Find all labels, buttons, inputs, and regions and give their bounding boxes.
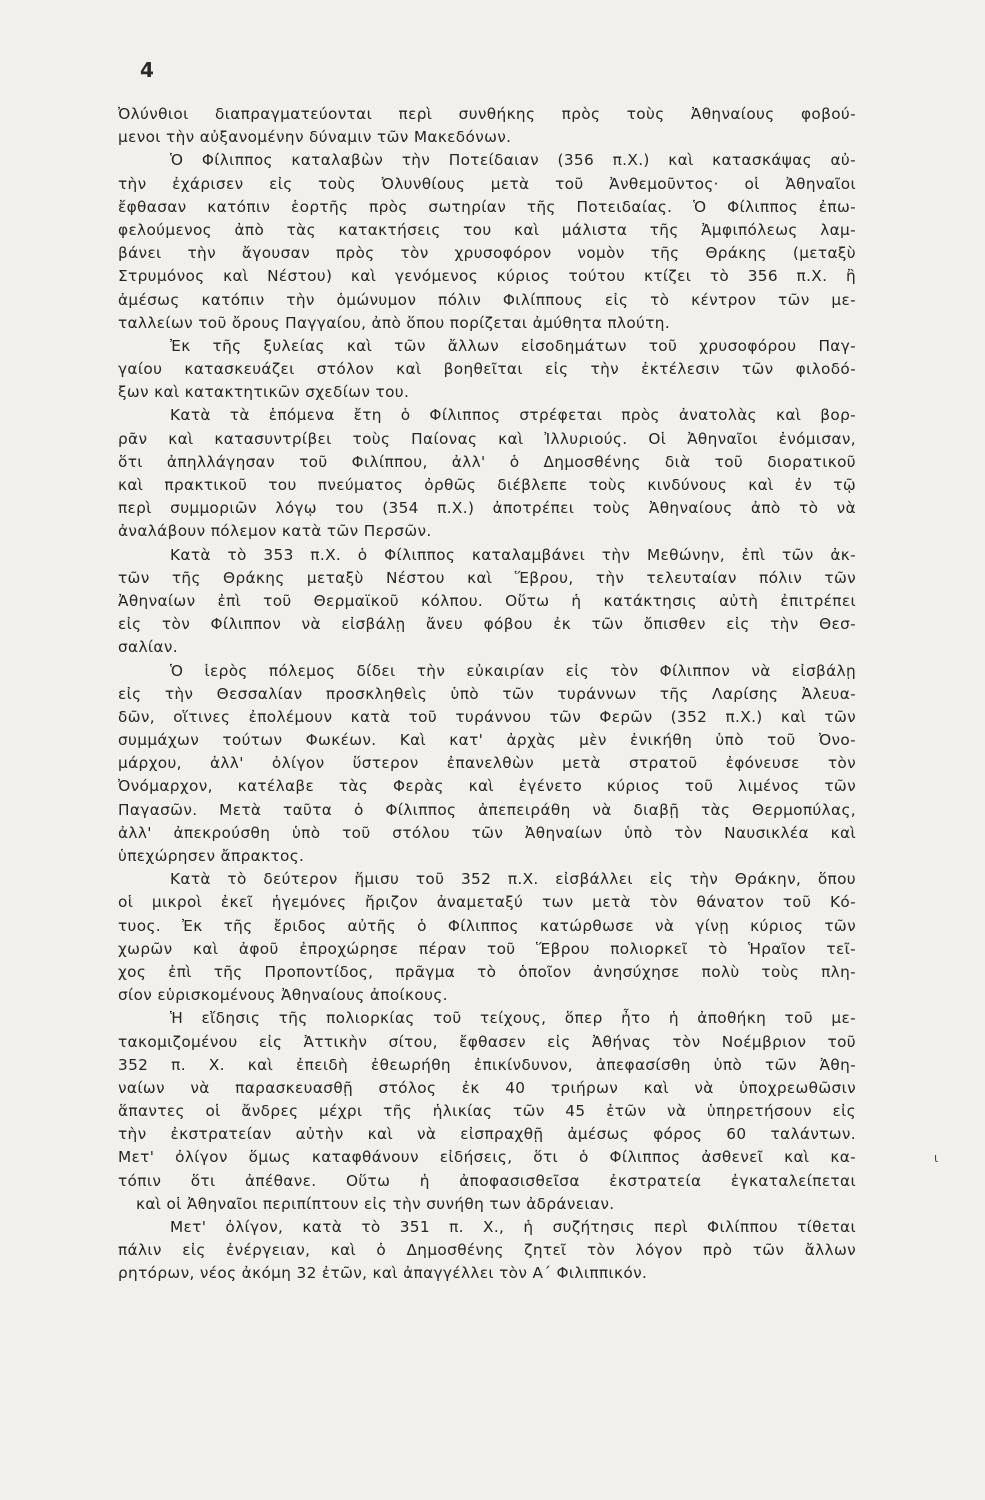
text-line: βάνει τὴν ἄγουσαν πρὸς τὸν χρυσοφόρον νομὸν τῆς Θράκης (μεταξὺ [118,244,856,263]
text-line: Κατὰ τὸ 353 π.Χ. ὁ Φίλιππος καταλαμβάνει τὴν Μεθώνην, ἐπὶ τῶν ἀκ- [170,545,856,564]
text-line: Μετ' ὀλίγον ὅμως καταφθάνουν εἰδήσεις, ὅτι ὁ Φίλιππος ἀσθενεῖ καὶ κα- [118,1148,856,1167]
text-line: εἰς τὸν Φίλιππον νὰ εἰσβάλῃ ἄνευ φόβου ἐκ τῶν ὄπισθεν εἰς τὴν Θεσ- [118,615,856,634]
text-line: Ὁ Φίλιππος καταλαβὼν τὴν Ποτείδαιαν (356 π.Χ.) καὶ κατασκάψας αὐ- [170,151,856,170]
text-line: Παγασῶν. Μετὰ ταῦτα ὁ Φίλιππος ἀπεπειράθη νὰ διαβῇ τὰς Θερμοπύλας, [118,800,856,819]
text-line: Ὀλύνθιοι διαπραγματεύονται περὶ συνθήκης πρὸς τοὺς Ἀθηναίους φοβού- [118,105,856,123]
text-line: ταλλείων τοῦ ὄρους Παγγαίου, ἀπὸ ὅπου πορίζεται ἀμύθητα πλούτη. [118,313,671,332]
text-line: μάρχου, ἀλλ' ὀλίγον ὕστερον ἐπανελθὼν μετὰ στρατοῦ ἐφόνευσε τὸν [118,754,856,773]
text-line: Στρυμόνος καὶ Νέστου) καὶ γενόμενος κύριος τούτου κτίζει τὸ 356 π.Χ. ἢ [118,267,856,286]
text-line: Κατὰ τὰ ἑπόμενα ἔτη ὁ Φίλιππος στρέφεται πρὸς ἀνατολὰς καὶ βορ- [170,406,856,425]
text-line: σίον εὑρισκομένους Ἀθηναίους ἀποίκους. [118,986,448,1005]
text-line: ἔφθασαν κατόπιν ἑορτῆς πρὸς σωτηρίαν τῆς Ποτειδαίας. Ὁ Φίλιππος ἐπω- [118,197,856,216]
text-line: ἀναλάβουν πόλεμον κατὰ τῶν Περσῶν. [118,522,432,541]
text-line: Ὀνόμαρχον, κατέλαβε τὰς Φερὰς καὶ ἐγένετο κύριος τοῦ λιμένος τῶν [118,777,856,796]
text-line: τὴν ἐκστρατείαν αὐτὴν καὶ νὰ εἰσπραχθῇ ἀμέσως φόρος 60 ταλάντων. [118,1125,856,1144]
body-text [118,103,856,1286]
text-line: χος ἐπὶ τῆς Προποντίδος, πρᾶγμα τὸ ὁποῖον ἀνησύχησε πολὺ τοὺς πλη- [118,962,856,981]
text-line: Μετ' ὀλίγον, κατὰ τὸ 351 π. Χ., ἡ συζήτησις περὶ Φιλίππου τίθεται [170,1218,856,1236]
text-line: τὴν ἐχάρισεν εἰς τοὺς Ὀλυνθίους μετὰ τοῦ Ἀνθεμοῦντος· οἱ Ἀθηναῖοι [118,174,856,193]
text-line: ξων καὶ κατακτητικῶν σχεδίων του. [118,383,410,402]
text-line: εἰς τὴν Θεσσαλίαν προσκληθεὶς ὑπὸ τῶν τυράννων τῆς Λαρίσης Ἀλευα- [118,684,856,703]
text-line: Κατὰ τὸ δεύτερον ἥμισυ τοῦ 352 π.Χ. εἰσβάλλει εἰς τὴν Θράκην, ὅπου [170,870,856,889]
text-line: ἀλλ' ἀπεκρούσθη ὑπὸ τοῦ στόλου τῶν Ἀθηναίων ὑπὸ τὸν Ναυσικλέα καὶ [118,823,856,842]
text-line: ὑπεχώρησεν ἄπρακτος. [118,847,305,865]
text-line: φελούμενος ἀπὸ τὰς κατακτήσεις του καὶ μάλιστα τῆς Ἀμφιπόλεως λαμ- [118,220,856,239]
text-line: ἀμέσως κατόπιν τὴν ὁμώνυμον πόλιν Φιλίππους εἰς τὸ κέντρον τῶν με- [118,290,856,309]
text-line: περὶ συμμοριῶν λόγῳ του (354 π.Χ.) ἀποτρέπει τοὺς Ἀθηναίους ἀπὸ τὸ νὰ [118,499,856,518]
text-line: χωρῶν καὶ ἀφοῦ ἐπροχώρησε πέραν τοῦ Ἕβρου πολιορκεῖ τὸ Ἡραῖον τεῖ- [118,939,856,958]
text-line: ρητόρων, νέος ἀκόμη 32 ἐτῶν, καὶ ἀπαγγέλλει τὸν Α΄ Φιλιππικόν. [118,1264,648,1283]
text-line: οἱ μικροὶ ἐκεῖ ἡγεμόνες ἤριζον ἀναμεταξύ των μετὰ τὸν θάνατον τοῦ Κό- [118,893,856,912]
text-line: συμμάχων τούτων Φωκέων. Καὶ κατ' ἀρχὰς μὲν ἐνικήθη ὑπὸ τοῦ Ὀνο- [118,731,856,750]
text-line: πάλιν εἰς ἐνέργειαν, καὶ ὁ Δημοσθένης ζητεῖ τὸν λόγον πρὸ τῶν ἄλλων [118,1241,856,1260]
text-line: ἅπαντες οἱ ἄνδρες μέχρι τῆς ἡλικίας τῶν 45 ἐτῶν νὰ ὑπηρετήσουν εἰς [118,1102,856,1121]
text-line: ναίων νὰ παρασκευασθῇ στόλος ἐκ 40 τριήρων καὶ νὰ ὑποχρεωθῶσιν [118,1078,856,1097]
margin-mark: ι [934,1151,939,1165]
text-line: Ἀθηναίων ἐπὶ τοῦ Θερμαϊκοῦ κόλπου. Οὕτω ἡ κατάκτησις αὐτὴ ἐπιτρέπει [118,591,856,610]
text-line: μενοι τὴν αὐξανομένην δύναμιν τῶν Μακεδόνων. [118,128,512,147]
text-line: σαλίαν. [118,638,178,657]
text-line: Ἐκ τῆς ξυλείας καὶ τῶν ἄλλων εἰσοδημάτων τοῦ χρυσοφόρου Παγ- [170,336,856,355]
text-line: τακομιζομένου εἰς Ἀττικὴν σίτου, ἔφθασεν εἰς Ἀθήνας τὸν Νοέμβριον τοῦ [118,1032,856,1051]
text-line: γαίου κατασκευάζει στόλον καὶ βοηθεῖται εἰς τὴν ἐκτέλεσιν τῶν φιλοδό- [118,360,856,379]
page-number: 4 [140,58,154,82]
text-line: δῶν, οἵτινες ἐπολέμουν κατὰ τοῦ τυράννου τῶν Φερῶν (352 π.Χ.) καὶ τῶν [118,707,856,726]
text-line: Ἡ εἴδησις τῆς πολιορκίας τοῦ τείχους, ὅπερ ἦτο ἡ ἀποθήκη τοῦ με- [170,1009,856,1028]
text-line: ὅτι ἀπηλλάγησαν τοῦ Φιλίππου, ἀλλ' ὁ Δημοσθένης διὰ τοῦ διορατικοῦ [118,452,856,471]
text-line: καὶ οἱ Ἀθηναῖοι περιπίπτουν εἰς τὴν συνήθη των ἀδράνειαν. [136,1194,615,1213]
text-line: Ὁ ἱερὸς πόλεμος δίδει τὴν εὐκαιρίαν εἰς τὸν Φίλιππον νὰ εἰσβάλῃ [170,661,856,680]
text-line: τόπιν ὅτι ἀπέθανε. Οὕτω ἡ ἀποφασισθεῖσα ἐκστρατεία ἐγκαταλείπεται [118,1171,856,1190]
text-line: τυος. Ἐκ τῆς ἔριδος αὐτῆς ὁ Φίλιππος κατώρθωσε νὰ γίνῃ κύριος τῶν [118,916,856,935]
text-line: τῶν τῆς Θράκης μεταξὺ Νέστου καὶ Ἕβρου, τὴν τελευταίαν πόλιν τῶν [118,568,856,587]
text-line: ρᾶν καὶ κατασυντρίβει τοὺς Παίονας καὶ Ἰλλυριούς. Οἱ Ἀθηναῖοι ἐνόμισαν, [118,429,856,448]
text-line: 352 π. Χ. καὶ ἐπειδὴ ἐθεωρήθη ἐπικίνδυνον, ἀπεφασίσθη ὑπὸ τῶν Ἀθη- [118,1055,856,1074]
text-line: καὶ πρακτικοῦ του πνεύματος ὀρθῶς διέβλεπε τοὺς κινδύνους καὶ ἐν τῷ [118,476,856,494]
